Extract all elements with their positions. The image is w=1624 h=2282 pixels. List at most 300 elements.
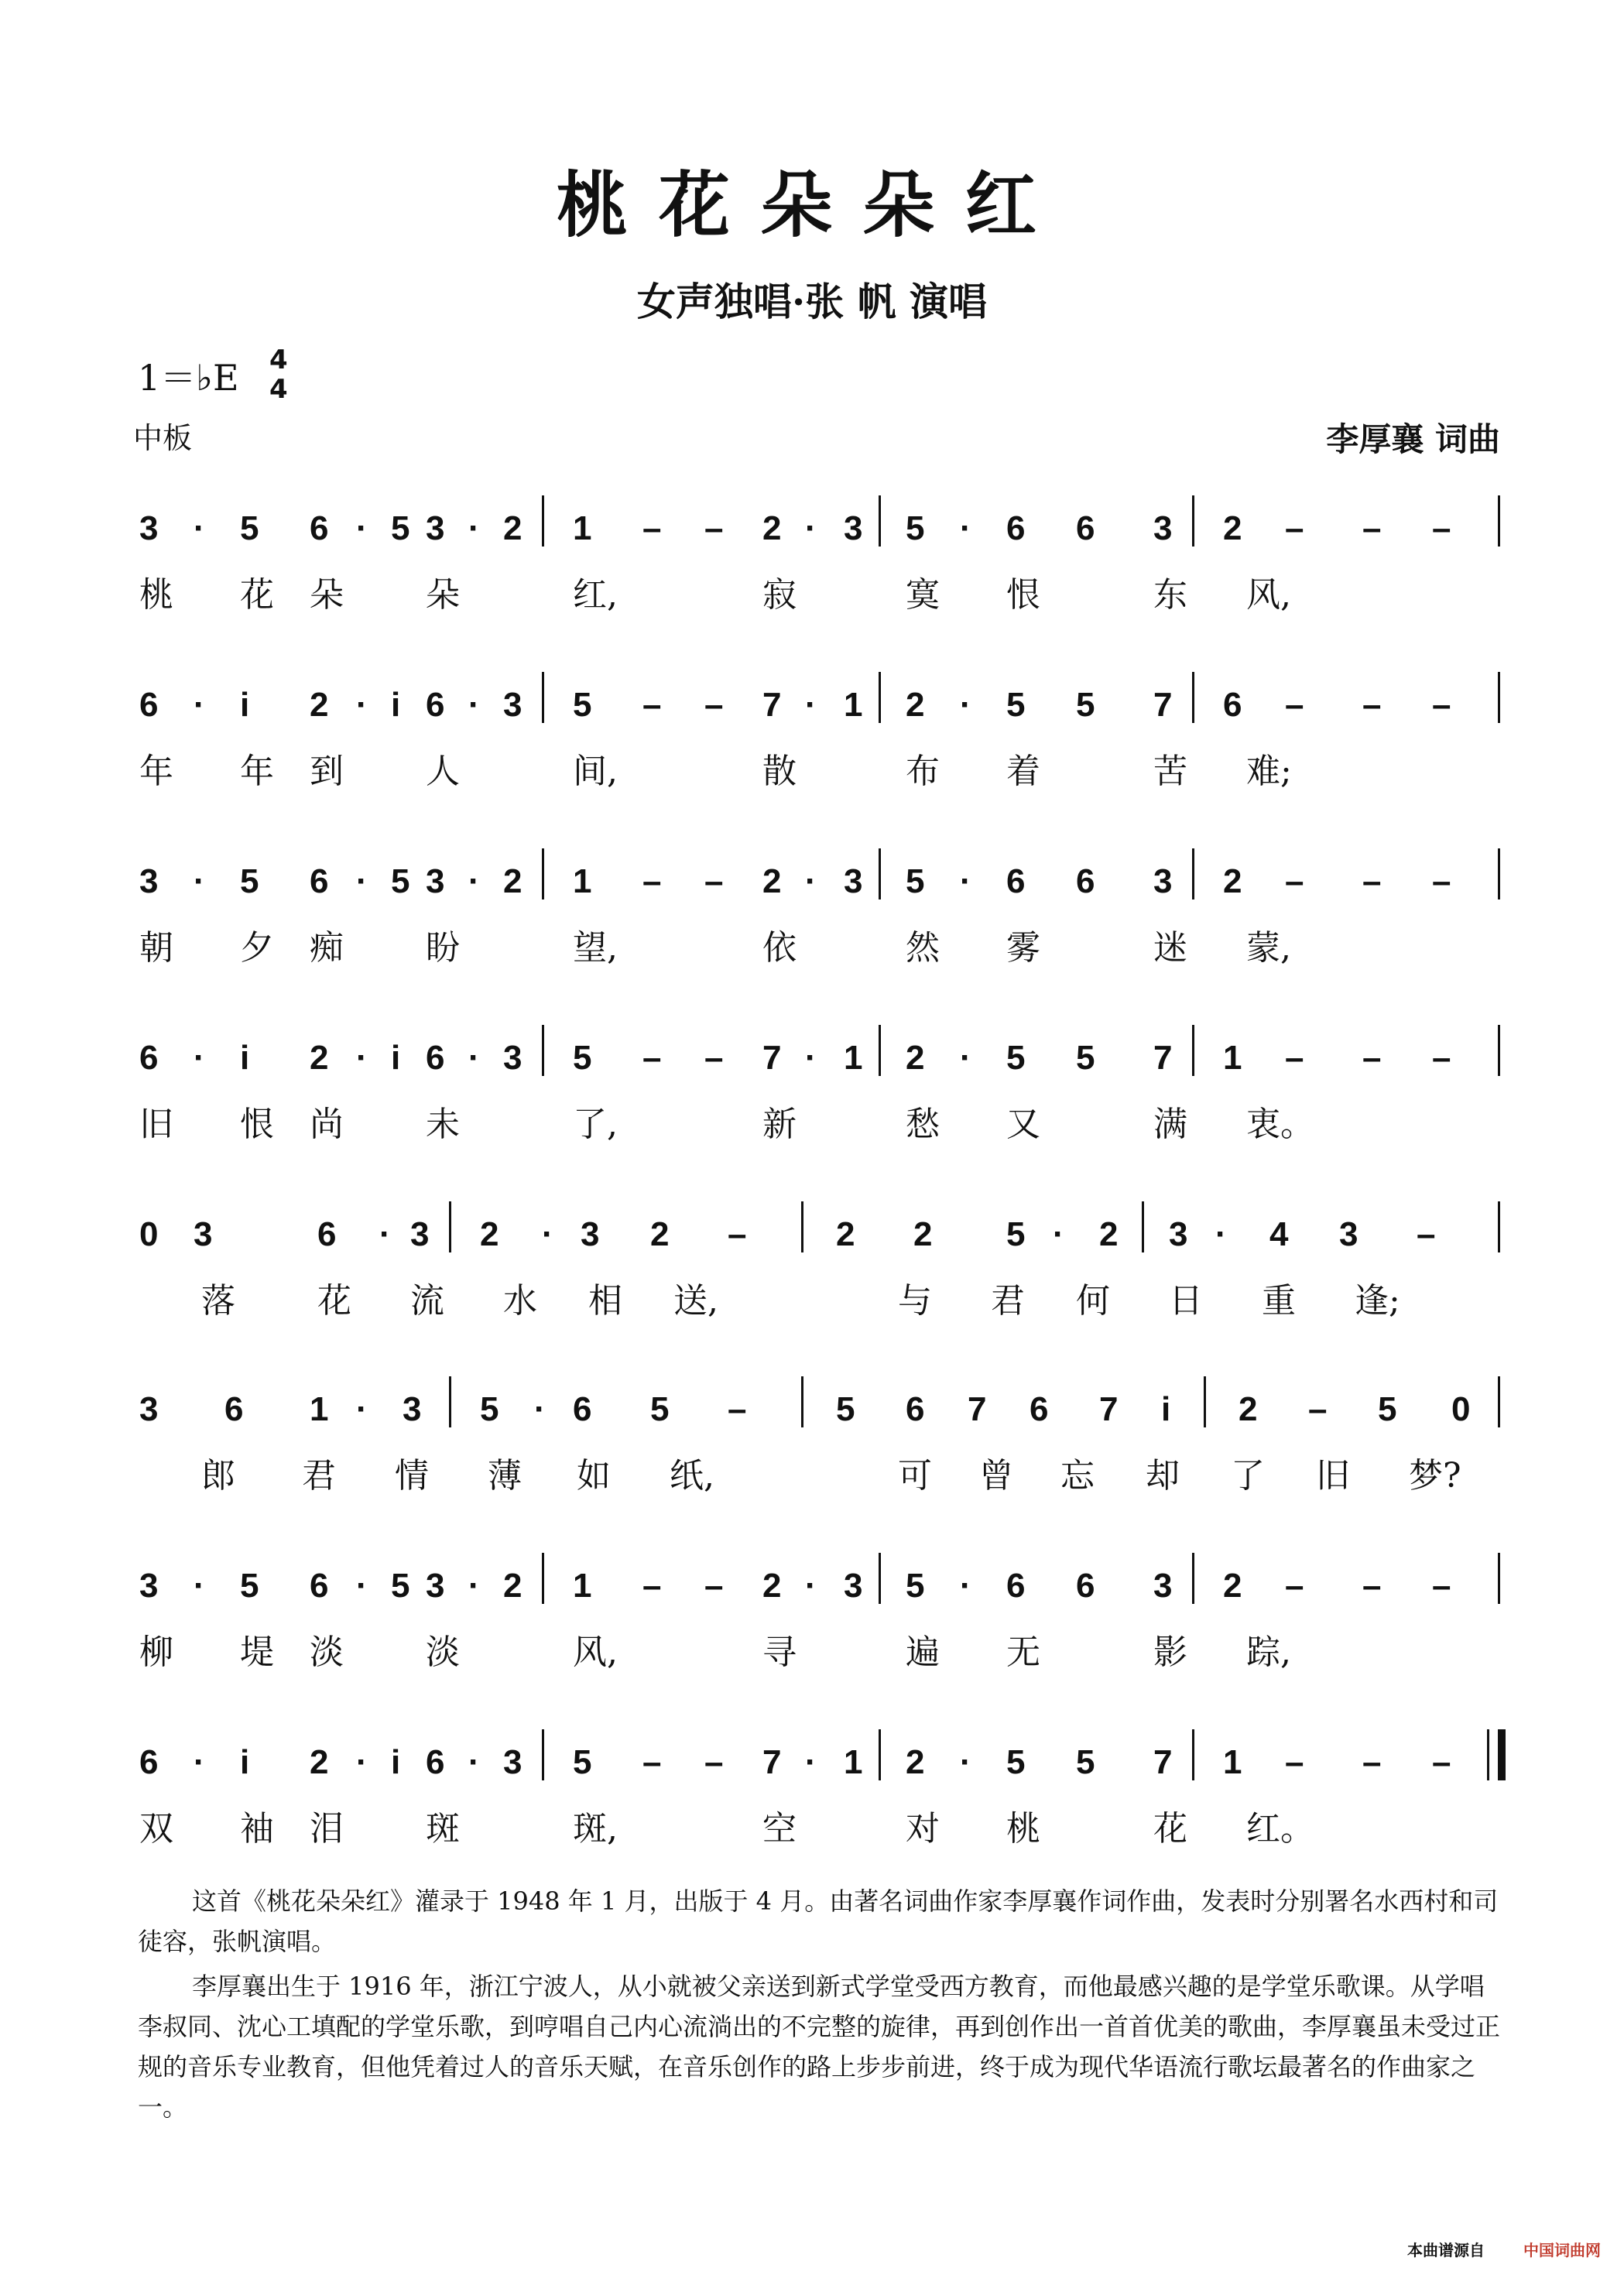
final-barline-thin	[1487, 1729, 1489, 1780]
lyric: 花	[317, 1281, 351, 1321]
note: 1	[844, 1039, 863, 1077]
lyric: 柳	[139, 1633, 173, 1672]
note: 3	[1153, 509, 1173, 547]
lyric: 遍	[906, 1633, 940, 1672]
note: –	[704, 686, 724, 724]
note: ·	[194, 1567, 205, 1605]
note: 2	[906, 1743, 925, 1781]
note: 1	[844, 1743, 863, 1781]
note: –	[1432, 509, 1451, 547]
lyric: 痴	[310, 928, 344, 968]
meter-top: 4	[269, 344, 288, 375]
note: –	[1362, 1567, 1382, 1605]
note: ·	[960, 1039, 971, 1077]
note: i	[391, 1039, 401, 1077]
note: 2	[913, 1215, 933, 1253]
note: ·	[960, 509, 971, 547]
note: 2	[1223, 509, 1242, 547]
note: ·	[960, 1743, 971, 1781]
lyric: 与	[898, 1281, 932, 1321]
note: 5	[650, 1390, 670, 1428]
note: 3	[844, 862, 863, 900]
note: 3	[1339, 1215, 1358, 1253]
note: 5	[1076, 1743, 1095, 1781]
score-system	[0, 1729, 1624, 1884]
note: 7	[1153, 686, 1173, 724]
note: i	[240, 1039, 250, 1077]
lyric: 踪,	[1246, 1633, 1291, 1672]
note: 5	[836, 1390, 855, 1428]
note: 3	[426, 509, 445, 547]
note: 3	[139, 509, 159, 547]
barline	[1498, 848, 1500, 899]
lyric: 无	[1006, 1633, 1040, 1672]
note: 7	[1153, 1039, 1173, 1077]
lyric: 满	[1153, 1105, 1187, 1144]
lyric: 水	[503, 1281, 537, 1321]
barline	[879, 495, 881, 547]
lyric: 衷。	[1246, 1105, 1314, 1144]
lyric: 堤	[240, 1633, 274, 1672]
note: 5	[906, 509, 925, 547]
barline	[1498, 1025, 1500, 1076]
lyric: 曾	[979, 1456, 1013, 1496]
note: 3	[844, 1567, 863, 1605]
note: 5	[391, 509, 410, 547]
barline	[1498, 1201, 1500, 1252]
note: i	[1161, 1390, 1171, 1428]
note: 3	[139, 862, 159, 900]
note: –	[642, 686, 662, 724]
footer-source: 本曲谱源自	[1407, 2241, 1485, 2260]
lyric: 蒙,	[1246, 928, 1291, 968]
note: 7	[762, 686, 782, 724]
note: ·	[542, 1215, 553, 1253]
note: ·	[805, 686, 817, 724]
note: 2	[503, 1567, 522, 1605]
note: –	[1362, 862, 1382, 900]
note: 5	[240, 1567, 259, 1605]
note: –	[1285, 1743, 1304, 1781]
note: –	[1362, 1039, 1382, 1077]
note: 5	[1006, 686, 1026, 724]
note: ·	[356, 1390, 368, 1428]
note: –	[704, 1039, 724, 1077]
lyric: 布	[906, 752, 940, 791]
note: ·	[805, 1743, 817, 1781]
note: ·	[356, 509, 368, 547]
barline	[542, 1729, 544, 1780]
note: 3	[194, 1215, 213, 1253]
lyric: 寂	[762, 575, 797, 615]
lyric: 着	[1006, 752, 1040, 791]
lyric: 可	[898, 1456, 932, 1496]
barline	[879, 1729, 881, 1780]
lyric: 影	[1153, 1633, 1187, 1672]
lyric: 依	[762, 928, 797, 968]
note: –	[1432, 1743, 1451, 1781]
lyric: 又	[1006, 1105, 1040, 1144]
lyric: 未	[426, 1105, 460, 1144]
lyric: 雾	[1006, 928, 1040, 968]
note: 6	[310, 862, 329, 900]
note: ·	[356, 1039, 368, 1077]
note: 3	[139, 1390, 159, 1428]
lyric: 淡	[426, 1633, 460, 1672]
note: 3	[403, 1390, 422, 1428]
lyric: 送,	[673, 1281, 718, 1321]
note: ·	[468, 686, 480, 724]
note: ·	[1215, 1215, 1227, 1253]
note: 6	[1006, 509, 1026, 547]
note: 0	[1451, 1390, 1471, 1428]
note: 3	[410, 1215, 430, 1253]
note: –	[1432, 862, 1451, 900]
lyric: 情	[395, 1456, 429, 1496]
lyric: 空	[762, 1809, 797, 1849]
score-system	[0, 1025, 1624, 1180]
note: 1	[573, 862, 592, 900]
lyric: 东	[1153, 575, 1187, 615]
note: 1	[573, 509, 592, 547]
lyric: 风,	[573, 1633, 618, 1672]
barline	[542, 1025, 544, 1076]
lyric: 新	[762, 1105, 797, 1144]
lyric: 纸,	[670, 1456, 714, 1496]
note: 7	[1099, 1390, 1119, 1428]
lyric: 风,	[1246, 575, 1291, 615]
note: –	[1285, 686, 1304, 724]
lyric: 桃	[139, 575, 173, 615]
page-title: 桃花朵朵红	[556, 163, 1067, 247]
note: ·	[805, 509, 817, 547]
score-system	[0, 1201, 1624, 1356]
barline	[542, 848, 544, 899]
note: 2	[1099, 1215, 1119, 1253]
note: 2	[480, 1215, 499, 1253]
note: 5	[1378, 1390, 1397, 1428]
note: 2	[503, 862, 522, 900]
note: 5	[1076, 686, 1095, 724]
score-system	[0, 1553, 1624, 1708]
lyric: 斑	[426, 1809, 460, 1849]
note: 5	[391, 862, 410, 900]
note: 5	[240, 862, 259, 900]
note: 5	[391, 1567, 410, 1605]
note: ·	[1053, 1215, 1064, 1253]
note: 5	[1006, 1743, 1026, 1781]
barline	[879, 672, 881, 723]
lyric: 桃	[1006, 1809, 1040, 1849]
note: –	[642, 1743, 662, 1781]
lyric: 年	[139, 752, 173, 791]
note: ·	[356, 686, 368, 724]
final-barline	[1498, 1729, 1506, 1780]
barline	[1498, 495, 1500, 547]
barline	[542, 495, 544, 547]
lyric: 寻	[762, 1633, 797, 1672]
note: 2	[1239, 1390, 1258, 1428]
score-system	[0, 672, 1624, 827]
note: ·	[960, 1567, 971, 1605]
lyric: 散	[762, 752, 797, 791]
note: ·	[356, 862, 368, 900]
note: 6	[317, 1215, 337, 1253]
note: 2	[762, 509, 782, 547]
lyric: 年	[240, 752, 274, 791]
note: 2	[503, 509, 522, 547]
note: 2	[762, 862, 782, 900]
note: 1	[844, 686, 863, 724]
note: 3	[503, 1039, 522, 1077]
lyric: 日	[1169, 1281, 1203, 1321]
note: ·	[468, 862, 480, 900]
lyric: 了,	[573, 1105, 618, 1144]
note: 7	[968, 1390, 987, 1428]
note: –	[1362, 686, 1382, 724]
tempo-marking: 中板	[133, 421, 193, 455]
score-system	[0, 848, 1624, 1003]
note: 2	[310, 686, 329, 724]
lyric: 朵	[310, 575, 344, 615]
note: 7	[1153, 1743, 1173, 1781]
lyric: 泪	[310, 1809, 344, 1849]
note: –	[704, 1743, 724, 1781]
note: 3	[139, 1567, 159, 1605]
lyric: 旧	[1316, 1456, 1350, 1496]
note: 7	[762, 1743, 782, 1781]
notes-paragraph-1: 这首《桃花朵朵红》灌录于 1948 年 1 月，出版于 4 月。由著名词曲作家李厚襄作词作曲，发表时分别署名水西村和司徒容，张帆演唱。	[138, 1886, 1499, 1956]
composer-credit: 李厚襄 词曲	[1326, 420, 1500, 458]
note: –	[1432, 1039, 1451, 1077]
score-system	[0, 495, 1624, 650]
lyric: 到	[310, 752, 344, 791]
barline	[1204, 1376, 1206, 1427]
note: 6	[426, 1039, 445, 1077]
note: i	[391, 686, 401, 724]
note: –	[704, 1567, 724, 1605]
note: ·	[805, 1039, 817, 1077]
barline	[449, 1201, 451, 1252]
lyric: 斑,	[573, 1809, 618, 1849]
lyric: 恨	[1006, 575, 1040, 615]
lyric: 难;	[1246, 752, 1292, 791]
subtitle: 女声独唱·张 帆 演唱	[636, 279, 988, 324]
barline	[1498, 1553, 1500, 1604]
note: 1	[310, 1390, 329, 1428]
lyric: 愁	[906, 1105, 940, 1144]
lyric: 相	[588, 1281, 622, 1321]
note: –	[1417, 1215, 1436, 1253]
lyric: 旧	[139, 1105, 173, 1144]
note: ·	[468, 1567, 480, 1605]
note: 3	[1169, 1215, 1188, 1253]
note: 3	[844, 509, 863, 547]
note: 6	[139, 1039, 159, 1077]
note: 5	[1006, 1039, 1026, 1077]
note: –	[1285, 1567, 1304, 1605]
lyric: 间,	[573, 752, 618, 791]
lyric: 淡	[310, 1633, 344, 1672]
barline	[879, 1553, 881, 1604]
note: 2	[762, 1567, 782, 1605]
note: 3	[503, 1743, 522, 1781]
lyric: 袖	[240, 1809, 274, 1849]
lyric: 如	[577, 1456, 611, 1496]
note: –	[1285, 1039, 1304, 1077]
note: –	[1362, 509, 1382, 547]
note: 2	[310, 1743, 329, 1781]
note: 6	[1076, 1567, 1095, 1605]
note: i	[391, 1743, 401, 1781]
note: 2	[836, 1215, 855, 1253]
note: ·	[194, 862, 205, 900]
barline	[1192, 1729, 1194, 1780]
barline	[879, 1025, 881, 1076]
key-signature: 1＝♭E	[138, 357, 239, 399]
lyric: 朵	[426, 575, 460, 615]
note: –	[728, 1390, 747, 1428]
note: 5	[480, 1390, 499, 1428]
note: 6	[906, 1390, 925, 1428]
note: –	[642, 862, 662, 900]
note: 3	[503, 686, 522, 724]
lyric: 尚	[310, 1105, 344, 1144]
note: 6	[1223, 686, 1242, 724]
barline	[449, 1376, 451, 1427]
note: 2	[906, 1039, 925, 1077]
barline	[1192, 848, 1194, 899]
note: 6	[1006, 862, 1026, 900]
note: 2	[906, 686, 925, 724]
lyric: 望,	[573, 928, 618, 968]
note: ·	[194, 509, 205, 547]
note: 6	[573, 1390, 592, 1428]
lyric: 重	[1262, 1281, 1296, 1321]
lyric: 红。	[1246, 1809, 1314, 1849]
note: ·	[534, 1390, 546, 1428]
barline	[1498, 1376, 1500, 1427]
note: 5	[573, 1743, 592, 1781]
note: ·	[194, 686, 205, 724]
lyric: 逢;	[1355, 1281, 1400, 1321]
lyric: 红,	[573, 575, 618, 615]
note: 6	[139, 1743, 159, 1781]
note: 5	[1076, 1039, 1095, 1077]
lyric: 人	[426, 752, 460, 791]
note: –	[704, 509, 724, 547]
barline	[542, 672, 544, 723]
note: 6	[426, 1743, 445, 1781]
lyric: 花	[1153, 1809, 1187, 1849]
note: –	[1362, 1743, 1382, 1781]
barline	[879, 848, 881, 899]
note: –	[642, 1567, 662, 1605]
note: 6	[139, 686, 159, 724]
note: 3	[581, 1215, 600, 1253]
lyric: 落	[201, 1281, 235, 1321]
lyric: 寞	[906, 575, 940, 615]
lyric: 迷	[1153, 928, 1187, 968]
note: 2	[1223, 862, 1242, 900]
note: –	[1285, 862, 1304, 900]
note: –	[642, 1039, 662, 1077]
note: ·	[194, 1039, 205, 1077]
barline	[801, 1376, 803, 1427]
lyric: 恨	[240, 1105, 274, 1144]
note: –	[642, 509, 662, 547]
note: 2	[650, 1215, 670, 1253]
time-signature	[269, 345, 288, 404]
lyric: 何	[1076, 1281, 1110, 1321]
barline	[1498, 672, 1500, 723]
lyric: 忘	[1060, 1456, 1095, 1496]
note: ·	[356, 1743, 368, 1781]
note: 6	[1006, 1567, 1026, 1605]
barline	[1192, 495, 1194, 547]
notes-paragraph-2: 李厚襄出生于 1916 年，浙江宁波人，从小就被父亲送到新式学堂受西方教育，而他最感兴趣的是学堂乐歌课。从学唱李叔同、沈心工填配的学堂乐歌，到哼唱自己内心流淌出的不完整的旋律，再到创作出一首首优美的歌曲，李厚襄虽未受过正规的音乐专业教育，但他凭着过人的音乐天赋，在音乐创作的路上步步前进，终于成为现代华语流行歌坛最著名的作曲家之一。	[138, 1972, 1501, 2122]
note: ·	[960, 862, 971, 900]
note: 2	[310, 1039, 329, 1077]
note: ·	[805, 862, 817, 900]
note: 6	[1076, 862, 1095, 900]
barline	[1192, 1025, 1194, 1076]
note: –	[728, 1215, 747, 1253]
note: 5	[573, 1039, 592, 1077]
note: i	[240, 686, 250, 724]
note: 5	[906, 862, 925, 900]
note: –	[1432, 686, 1451, 724]
note: 0	[139, 1215, 159, 1253]
note: ·	[468, 509, 480, 547]
note: ·	[468, 1039, 480, 1077]
note: ·	[379, 1215, 391, 1253]
note: 4	[1269, 1215, 1289, 1253]
note: 6	[310, 509, 329, 547]
lyric: 然	[906, 928, 940, 968]
barline	[1192, 672, 1194, 723]
note: –	[1285, 509, 1304, 547]
barline	[1142, 1201, 1144, 1252]
note: 7	[762, 1039, 782, 1077]
note: ·	[960, 686, 971, 724]
note: 3	[1153, 862, 1173, 900]
lyric: 苦	[1153, 752, 1187, 791]
lyric: 却	[1146, 1456, 1180, 1496]
note: –	[1432, 1567, 1451, 1605]
note: 5	[573, 686, 592, 724]
lyric: 薄	[488, 1456, 522, 1496]
barline	[1192, 1553, 1194, 1604]
note: 6	[1030, 1390, 1049, 1428]
barline	[801, 1201, 803, 1252]
note: ·	[356, 1567, 368, 1605]
note: 5	[906, 1567, 925, 1605]
note: –	[704, 862, 724, 900]
footer-site: 中国词曲网	[1523, 2241, 1601, 2260]
lyric: 了	[1231, 1456, 1265, 1496]
lyric: 盼	[426, 928, 460, 968]
note: 3	[426, 862, 445, 900]
note: –	[1308, 1390, 1328, 1428]
note: 5	[1006, 1215, 1026, 1253]
note: 1	[1223, 1039, 1242, 1077]
lyric: 双	[139, 1809, 173, 1849]
note: ·	[194, 1743, 205, 1781]
lyric: 夕	[240, 928, 274, 968]
lyric: 君	[991, 1281, 1025, 1321]
meter-bottom: 4	[269, 374, 288, 405]
